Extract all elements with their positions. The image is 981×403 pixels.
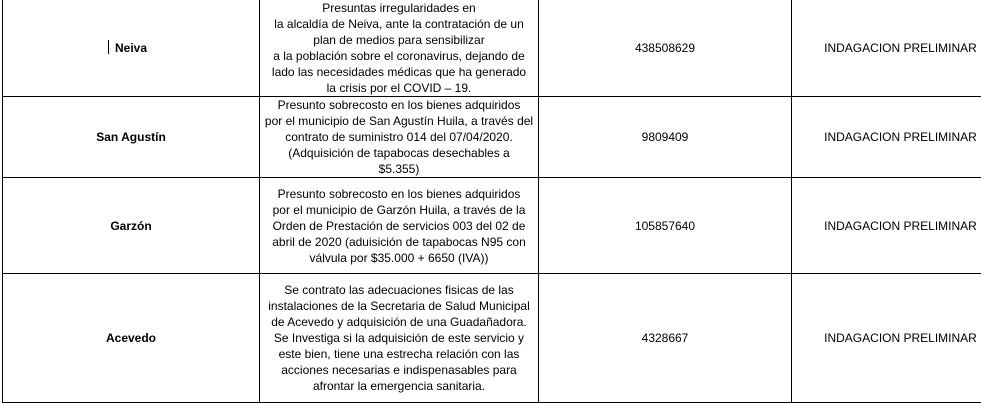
valor-cell: 105857640 — [539, 178, 792, 274]
hecho-line: afrontar la emergencia sanitaria. — [263, 378, 535, 394]
hecho-line: lado las necesidades médicas que ha generado — [263, 64, 535, 80]
hecho-line: Presuntas irregularidades en — [263, 0, 535, 16]
hecho-line: por el municipio de Garzón Huila, a través de la — [263, 202, 535, 218]
hecho-cell — [260, 97, 539, 178]
hecho-line: abril de 2020 (aduisición de tapabocas N95 con — [263, 234, 535, 250]
hecho-line: la alcaldía de Neiva, ante la contratación de un — [263, 16, 535, 32]
hecho-cell — [260, 178, 539, 274]
estado-cell: INDAGACION PRELIMINAR — [792, 0, 981, 97]
table-row — [3, 274, 981, 403]
hecho-line: (Adquisición de tapabocas desechables a — [263, 145, 535, 161]
hecho-line: instalaciones de la Secretaria de Salud Municipal — [263, 298, 535, 314]
hecho-cell — [260, 0, 539, 97]
hecho-line: Orden de Prestación de servicios 003 del 02 de — [263, 218, 535, 234]
hecho-line: de Acevedo y adquisición de una Guadañadora. — [263, 314, 535, 330]
hecho-line: la crisis por el COVID – 19. — [263, 80, 535, 96]
hecho-line: este bien, tiene una estrecha relación con las — [263, 346, 535, 362]
text-cursor — [108, 40, 109, 54]
hecho-line: Se Investiga si la adquisición de este servicio y — [263, 330, 535, 346]
estado-cell: INDAGACION PRELIMINAR — [792, 178, 981, 274]
hecho-line: contrato de suministro 014 del 07/04/2020. — [263, 129, 535, 145]
hecho-line: válvula por $35.000 + 6650 (IVA)) — [263, 250, 535, 266]
valor-cell: 438508629 — [539, 0, 792, 97]
municipio-cell: Garzón — [3, 178, 260, 274]
table-row — [3, 178, 981, 274]
estado-cell: INDAGACION PRELIMINAR — [792, 274, 981, 403]
document-table — [2, 0, 981, 403]
hecho-line: Se contrato las adecuaciones fisicas de las — [263, 282, 535, 298]
hecho-cell — [260, 274, 539, 403]
valor-cell: 9809409 — [539, 97, 792, 178]
municipio-cell: San Agustín — [3, 97, 260, 178]
hecho-line: Presunto sobrecosto en los bienes adquiridos — [263, 97, 535, 113]
hecho-line: $5.355) — [263, 161, 535, 177]
hecho-line: Presunto sobrecosto en los bienes adquiridos — [263, 186, 535, 202]
hecho-line: a la población sobre el coronavirus, dejando de — [263, 48, 535, 64]
hecho-line: acciones necesarias e indispenasables para — [263, 362, 535, 378]
table-row — [3, 0, 981, 97]
hecho-line: por el municipio de San Agustín Huila, a través del — [263, 113, 535, 129]
hecho-line: plan de medios para sensibilizar — [263, 32, 535, 48]
municipio-cell: Acevedo — [3, 274, 260, 403]
table-row — [3, 97, 981, 178]
valor-cell: 4328667 — [539, 274, 792, 403]
municipio-cell: Neiva — [3, 0, 260, 97]
estado-cell: INDAGACION PRELIMINAR — [792, 97, 981, 178]
